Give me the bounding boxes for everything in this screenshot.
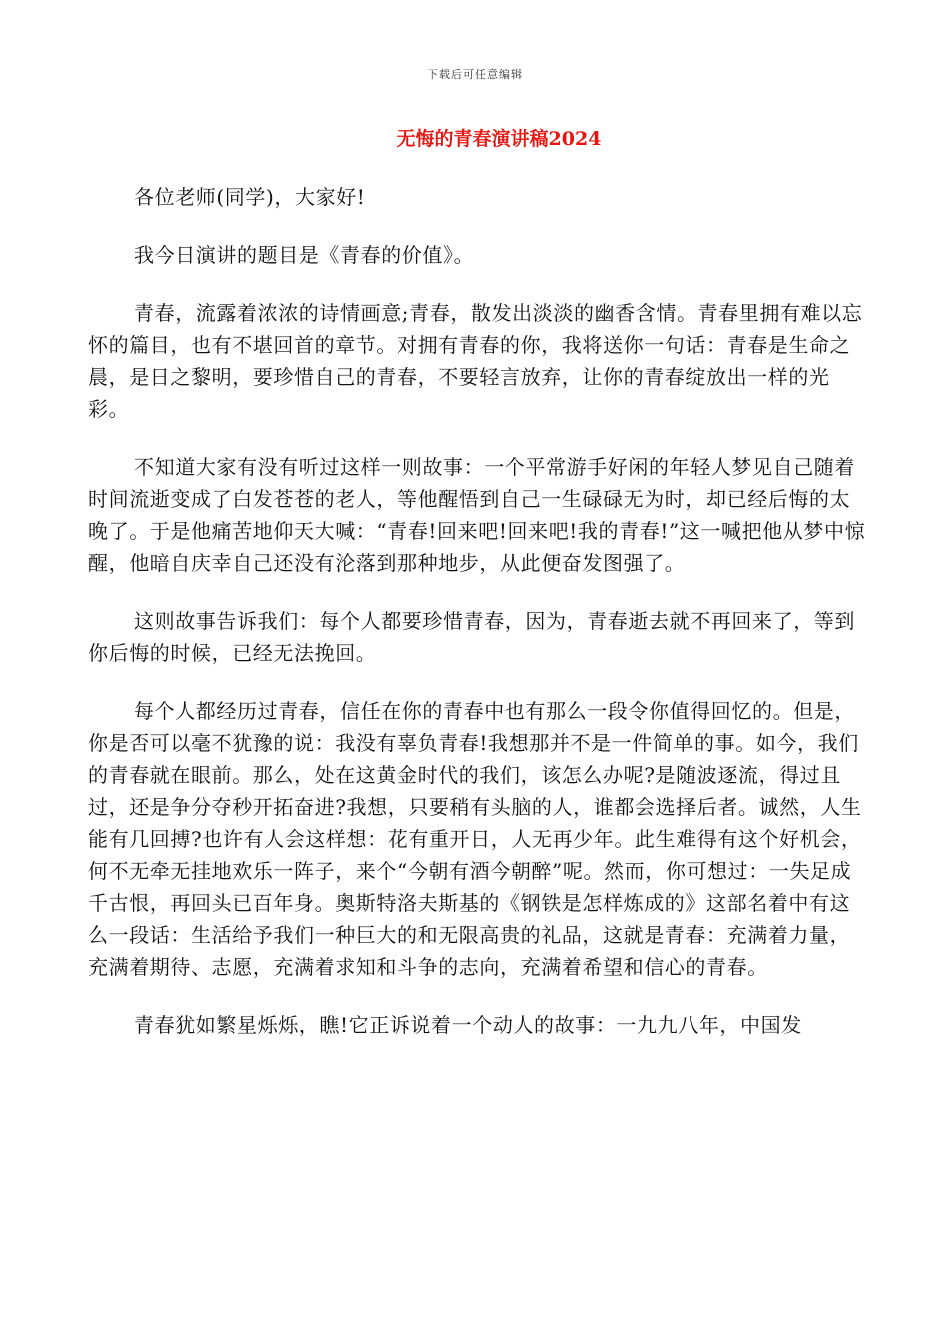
paragraph-youth-poetry: 青春，流露着浓浓的诗情画意;青春，散发出淡淡的幽香含情。青春里拥有难以忘怀的篇目，也有不堪回首的章节。对拥有青春的你，我将送你一句话：青春是生命之晨，是日之黎明，要珍惜自己的青春，不要轻言放弃，让你的青春绽放出一样的光彩。 — [88, 301, 863, 421]
paragraph-everyone-youth: 每个人都经历过青春，信任在你的青春中也有那么一段令你值得回忆的。但是，你是否可以毫不犹豫的说：我没有辜负青春!我想那并不是一件简单的事。如今，我们的青春就在眼前。那么，处在这黄金时代的我们，该怎么办呢?是随波逐流，得过且过，还是争分夺秒开拓奋进?我想，只要稍有头脑的人，谁都会选择后者。诚然，人生能有几回搏?也许有人会这样想：花有重开日，人无再少年。此生难得有这个好机会，何不无牵无挂地欢乐一阵子，来个“今朝有酒今朝醉”呢。然而，你可想过：一失足成千古恨，再回头已百年身。奥斯特洛夫斯基的《钢铁是怎样炼成的》这部名着中有这么一段话：生活给予我们一种巨大的和无限高贵的礼品，这就是青春：充满着力量，充满着期待、志愿，充满着求知和斗争的志向，充满着希望和信心的青春。 — [88, 699, 862, 979]
document-title: 无悔的青春演讲稿2024 — [396, 128, 602, 150]
header-note: 下载后可任意编辑 — [427, 68, 523, 81]
paragraph-topic: 我今日演讲的题目是《青春的价值》。 — [134, 243, 475, 267]
paragraph-greeting: 各位老师(同学)，大家好! — [134, 185, 366, 209]
paragraph-story-lesson: 这则故事告诉我们：每个人都要珍惜青春，因为，青春逝去就不再回来了，等到你后悔的时候，已经无法挽回。 — [88, 609, 855, 665]
document-body — [88, 181, 868, 1041]
paragraph-stars: 青春犹如繁星烁烁，瞧!它正诉说着一个动人的故事：一九九八年，中国发 — [134, 1013, 802, 1037]
paragraph-story: 不知道大家有没有听过这样一则故事：一个平常游手好闲的年轻人梦见自己随着时间流逝变成了白发苍苍的老人，等他醒悟到自己一生碌碌无为时，却已经后悔的太晚了。于是他痛苦地仰天大喊：“青春!回来吧!回来吧!我的青春!”这一喊把他从梦中惊醒，他暗自庆幸自己还没有沦落到那种地步，从此便奋发图强了。 — [88, 455, 866, 575]
